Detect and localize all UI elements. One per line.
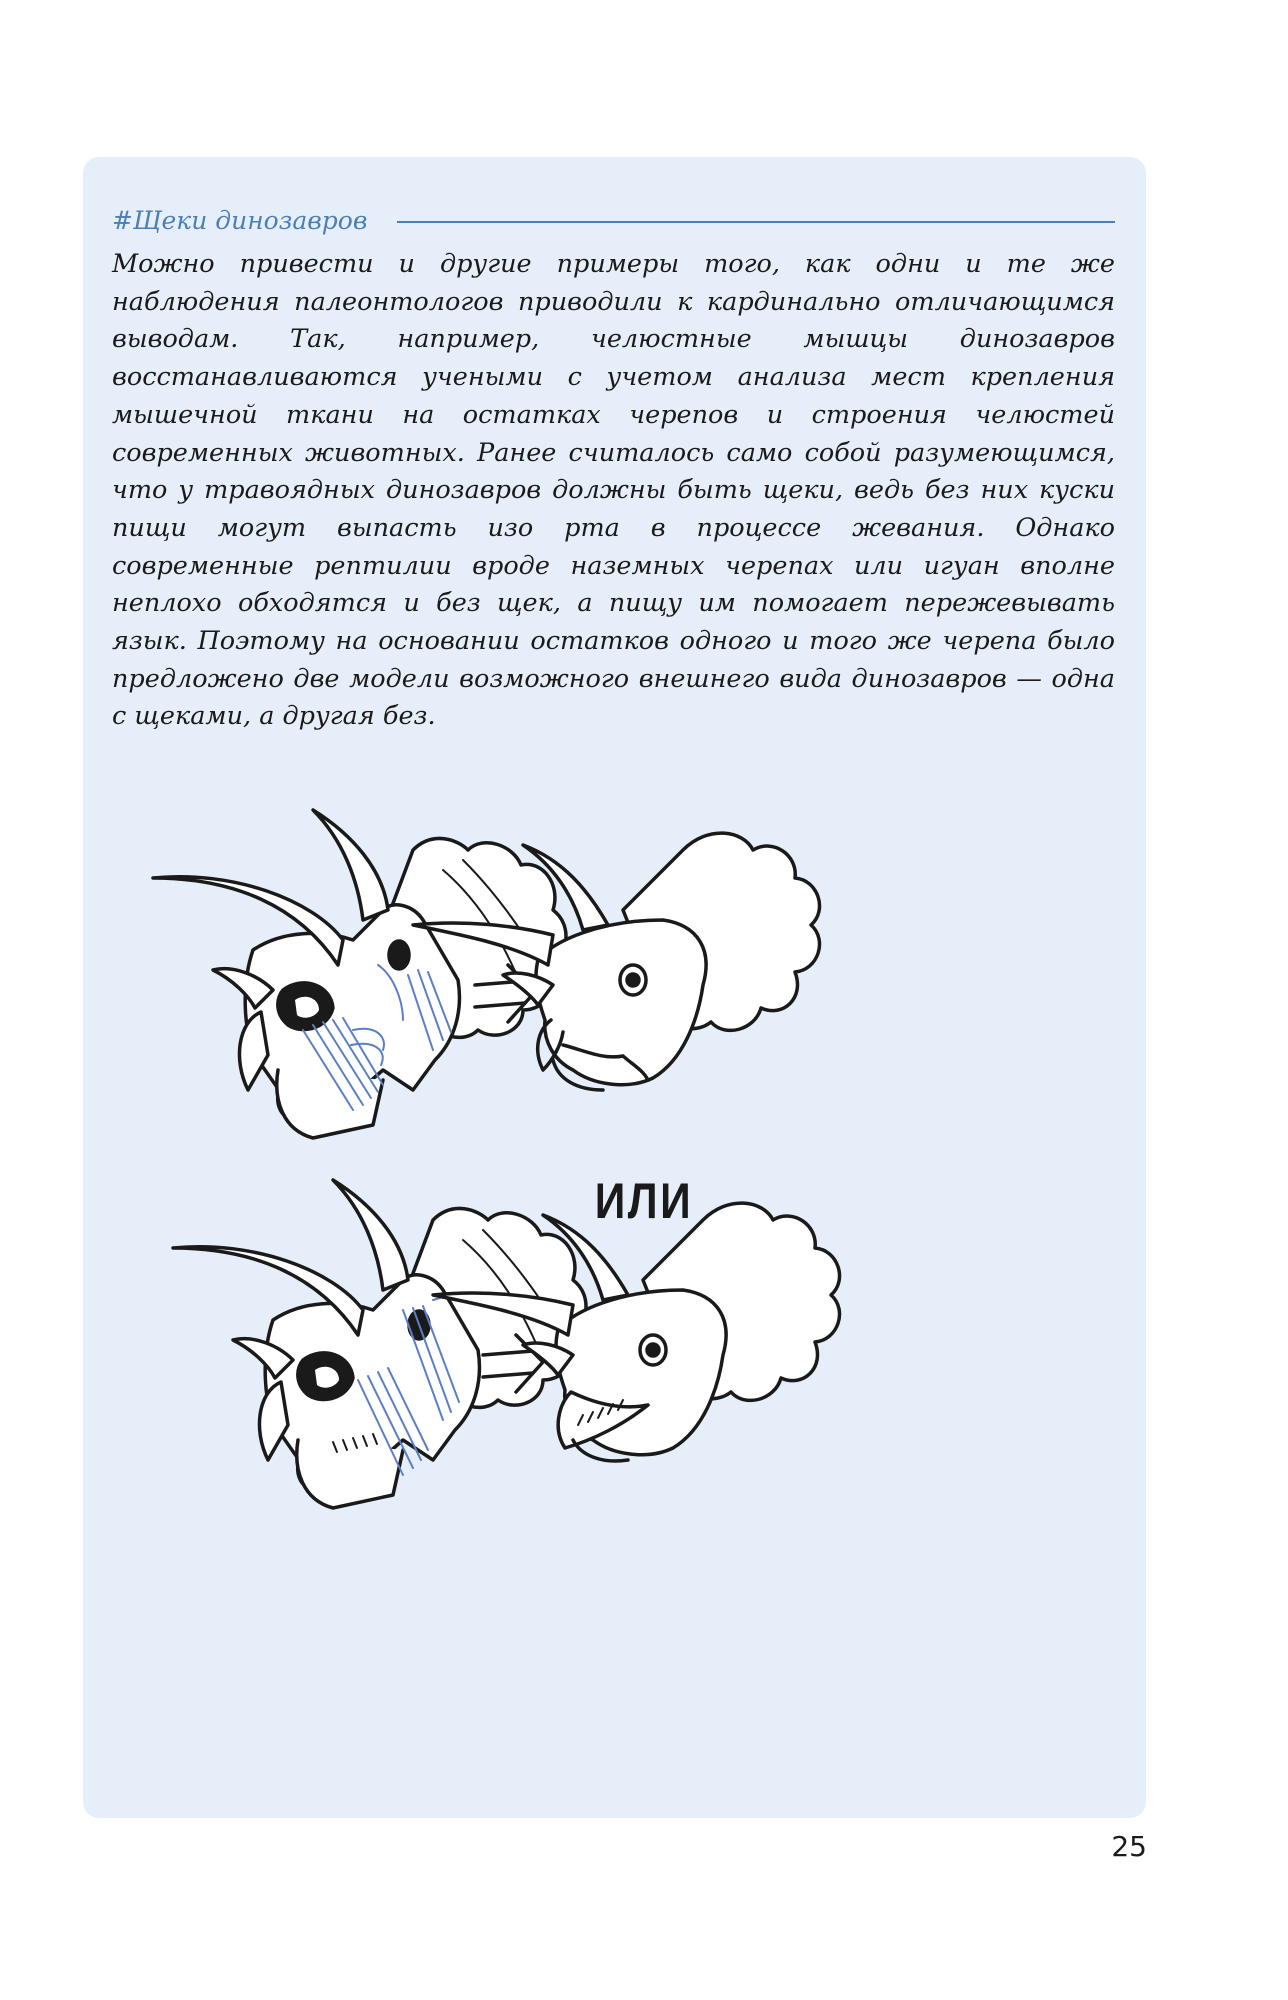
triceratops-illustrations (83, 760, 1146, 1800)
page-number: 25 (1111, 1830, 1147, 1863)
section-hashtag: #Щеки динозавров (112, 205, 368, 235)
body-paragraph: Можно привести и другие примеры того, как одни и те же наблюдения палеонтологов приводили к кардинально отличающимся выводам. Так, например, челюстные мышцы динозавров восстанавливаются учеными с учетом анализа мест крепления мышечной ткани на остатках черепов и строения челюстей современных животных. Ранее считалось само собой разумеющимся, что у травоядных динозавров должны быть щеки, ведь без них куски пищи могут выпасть изо рта в процессе жевания. Однако современные рептилии вроде наземных черепах или игуан вполне неплохо обходятся и без щек, а пищу им помогает пережевывать язык. Поэтому на основании остатков одного и того же черепа было предложено две модели возможного внешнего вида динозавров — одна с щеками, а другая без. (112, 249, 1115, 732)
section-header (112, 200, 1115, 240)
or-label: ИЛИ (594, 1173, 694, 1229)
header-rule (397, 221, 1115, 223)
